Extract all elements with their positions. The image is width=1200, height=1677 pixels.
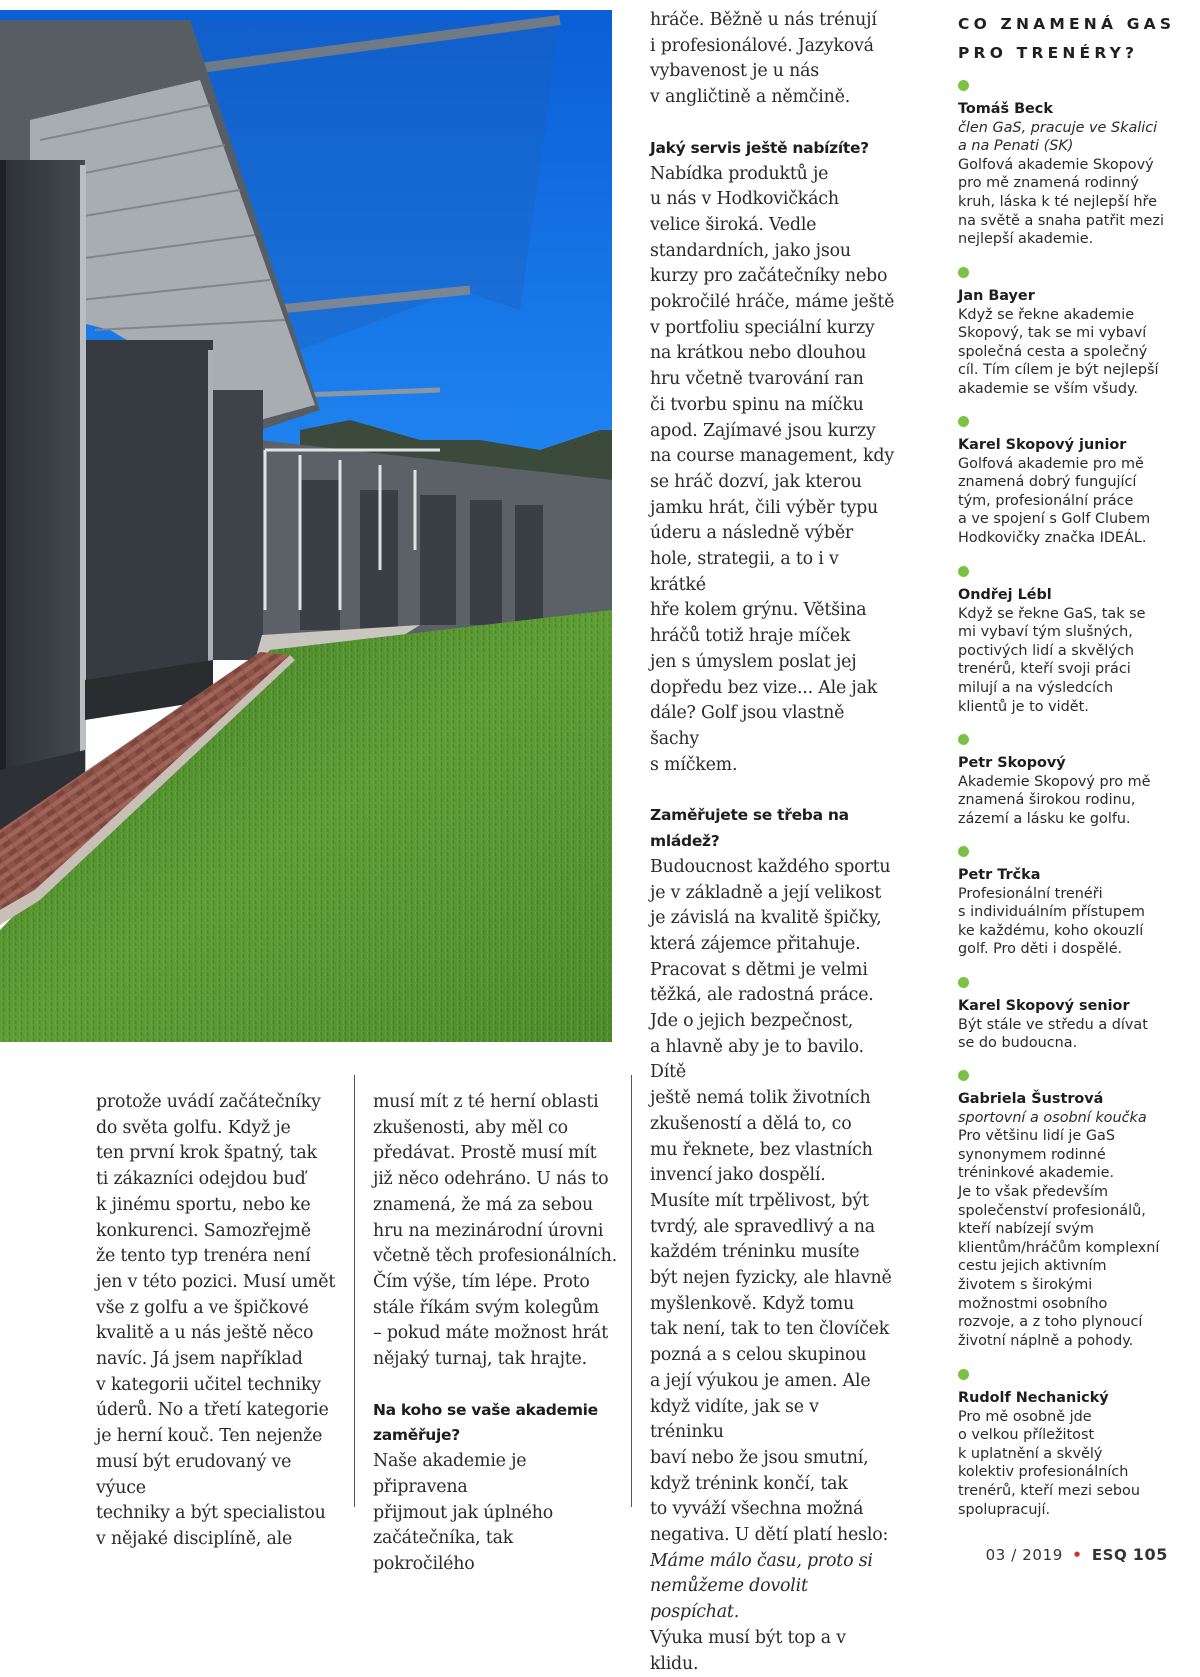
coach-quote: Pro většinu lidí je GaS synonymem rodinné tréninkové akademie. Je to však především společenství profesionálů, kteří nabízejí svým klientům/hráčům komplexní cestu jejich aktivním životem s širokými možnostmi osobního rozvoje, a z toho plynoucí životní náplně a pohody. (958, 1128, 1160, 1349)
coach-role: sportovní a osobní koučka (958, 1109, 1147, 1126)
motto-text: Máme málo času, proto si nemůžeme dovolit pospíchat. (650, 1550, 873, 1623)
coach-entry (958, 267, 1178, 399)
column-divider (631, 1075, 632, 1507)
green-dot-icon (958, 566, 969, 577)
green-dot-icon (958, 416, 969, 427)
interview-answer: Budoucnost každého sportu je v základně a její velikost je závislá na kvalitě špičky, která zájemce přitahuje. Pracovat s dětmi je velmi těžká, ale radostná práce. Jde o jejich bezpečnost, a hlavně aby je to bavilo. Dítě ještě nemá tolik životních zkušeností a dělá to, co mu řeknete, bez vlastních invencí jako dospělí. Musíte mít trpělivost, být tvrdý, ale spravedlivý a na každém tréninku musíte být nejen fyzicky, ale hlavně myšlenkově. Když tomu tak není, tak to ten človíček pozná a s celou skupinou a její výukou je amen. Ale když vidíte, jak se v tréninku baví nebo že jsou smutní, když trénink končí, tak to vyváží všechna možná negativa. U dětí platí heslo: (650, 856, 892, 1546)
coach-name: Petr Trčka (958, 867, 1041, 883)
green-dot-icon (958, 734, 969, 745)
coach-entry (958, 734, 1178, 828)
coach-name: Petr Skopový (958, 755, 1066, 771)
coach-name: Karel Skopový senior (958, 998, 1130, 1014)
coaches-sidebar (958, 10, 1178, 1518)
coach-quote: Pro mě osobně jde o velkou příležitost k uplatnění a skvělý kolektiv profesionálních trenérů, kteří mezi sebou spolupracují. (958, 1408, 1140, 1518)
interview-question: Zaměřujete se třeba na mládež? (650, 806, 849, 851)
coach-quote: Když se řekne GaS, tak se mi vybaví tým slušných, poctivých lidí a skvělých trenérů, kteří svoji práci milují a na výsledcích klientů je to vidět. (958, 605, 1146, 715)
photo-illustration (0, 10, 612, 1042)
page-footer (986, 1545, 1168, 1564)
article-column-1 (96, 1090, 341, 1553)
magazine-name: ESQ (1091, 1546, 1128, 1564)
interview-question: Na koho se vaše akademie zaměřuje? (373, 1400, 598, 1445)
column-divider (354, 1075, 355, 1507)
interview-answer: Nabídka produktů je u nás v Hodkovičkách velice široká. Vedle standardních, jako jsou kurzy pro začátečníky nebo pokročilé hráče, máme ještě v portfoliu speciální kurzy na krátkou nebo dlouhou hru včetně tvarování ran či tvorbu spinu na míčku apod. Zajímavé jsou kurzy na course management, kdy se hráč dozví, jak kterou jamku hrát, čili výběr typu úderu a následně výběr hole, strategii, a to i v krátké hře kolem grýnu. Většina hráčů totiž hraje míček jen s úmyslem poslat jej dopředu bez vize... Ale jak dále? Golf jsou vlastně šachy s míčkem. (650, 163, 895, 775)
body-text: hráče. Běžně u nás trénují i profesionálové. Jazyková vybavenost je u nás v angličtině a němčině. (650, 10, 877, 108)
coach-role: člen GaS, pracuje ve Skalici a na Penati (SK) (958, 119, 1158, 155)
coach-quote: Golfová akademie pro mě znamená dobrý fungující tým, profesionální práce a ve spojení s Golf Clubem Hodkovičky značka IDEÁL. (958, 455, 1151, 546)
sidebar-title: CO ZNAMENÁ GAS PRO TRENÉRY? (958, 15, 1176, 62)
golf-range-photo (0, 10, 612, 1042)
coach-entry (958, 1070, 1178, 1350)
page-number: 105 (1132, 1545, 1168, 1564)
coach-quote: Akademie Skopový pro mě znamená širokou rodinu, zázemí a lásku ke golfu. (958, 773, 1151, 827)
footer-bullet: • (1072, 1546, 1083, 1564)
coach-entry (958, 566, 1178, 716)
article-column-3 (650, 8, 895, 1677)
green-dot-icon (958, 1070, 969, 1081)
coach-name: Rudolf Nechanický (958, 1390, 1109, 1406)
coach-entry (958, 80, 1178, 249)
article-column-2 (373, 1090, 618, 1578)
green-dot-icon (958, 267, 969, 278)
coach-name: Jan Bayer (958, 288, 1035, 304)
body-text: musí mít z té herní oblasti zkušenosti, aby měl co předávat. Prostě musí mít již něco odehráno. U nás to znamená, že má za sebou hru na mezinárodní úrovni včetně těch profesionálních. Čím výše, tím lépe. Proto stále říkám svým kolegům – pokud máte možnost hrát nějaký turnaj, tak hrajte. (373, 1092, 617, 1370)
body-text: protože uvádí začátečníky do světa golfu. Když je ten první krok špatný, tak ti zákazníci odejdou buď k jinému sportu, nebo ke konkurenci. Samozřejmě že tento typ trenéra není jen v této pozici. Musí umět vše z golfu a ve špičkové kvalitě a u nás ještě něco navíc. Já jsem například v kategorii učitel techniky úderů. No a třetí kategorie je herní kouč. Ten nejenže musí být erudovaný ve výuce techniky a být specialistou v nějaké disciplíně, ale (96, 1092, 336, 1549)
coach-quote: Golfová akademie Skopový pro mě znamená rodinný kruh, láska k té nejlepší hře na světě a snaha patřit mezi nejlepší akademie. (958, 156, 1164, 248)
coach-name: Karel Skopový junior (958, 437, 1127, 453)
coach-entry (958, 1369, 1178, 1519)
interview-question: Jaký servis ještě nabízíte? (650, 138, 869, 157)
coach-entry (958, 846, 1178, 959)
coach-name: Ondřej Lébl (958, 587, 1052, 603)
green-dot-icon (958, 80, 969, 91)
closing-text: Výuka musí být top a v klidu. (650, 1627, 846, 1674)
green-dot-icon (958, 977, 969, 988)
green-dot-icon (958, 1369, 969, 1380)
coach-quote: Když se řekne akademie Skopový, tak se mi vybaví společná cesta a společný cíl. Tím cílem je být nejlepší akademie se vším všudy. (958, 306, 1159, 397)
interview-answer: Naše akademie je připravena přijmout jak úplného začátečníka, tak pokročilého (373, 1451, 553, 1574)
coach-name: Tomáš Beck (958, 101, 1053, 117)
coach-entry (958, 416, 1178, 548)
coach-quote: Profesionální trenéři s individuálním přístupem ke každému, koho okouzlí golf. Pro děti i dospělé. (958, 885, 1145, 958)
coach-quote: Být stále ve středu a dívat se do budoucna. (958, 1016, 1148, 1052)
coach-name: Gabriela Šustrová (958, 1091, 1104, 1107)
green-dot-icon (958, 846, 969, 857)
coach-entry (958, 977, 1178, 1053)
issue-date: 03 / 2019 (985, 1546, 1063, 1564)
